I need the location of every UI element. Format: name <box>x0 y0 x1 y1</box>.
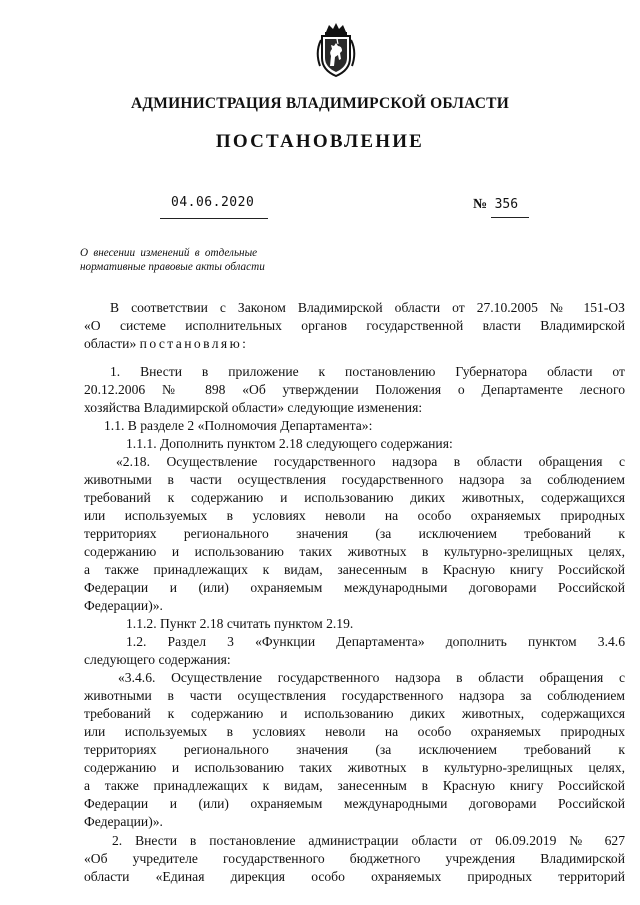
text-line: Федерации)». <box>84 814 163 829</box>
text-line: Федерации и (или) охраняемым международными договорами Российской <box>84 796 625 811</box>
text-line: животными в части осуществления государственного надзора за соблюдением <box>84 688 625 703</box>
document-date: 04.06.2020 <box>171 195 255 210</box>
document-number <box>473 197 518 213</box>
text-line: требований к содержанию и использованию диких животных, содержащихся <box>84 706 625 721</box>
text-line: Федерации)». <box>84 598 163 613</box>
text-line: «Об учредителе государственного бюджетного учреждения Владимирской <box>84 851 625 866</box>
text-line: или используемых в условиях неволи на особо охраняемых природных <box>84 724 625 739</box>
text-line: 1. Внести в приложение к постановлению Губернатора области от <box>110 364 625 379</box>
text-line: или используемых в условиях неволи на особо охраняемых природных <box>84 508 625 523</box>
text-line: 1.2. Раздел 3 «Функции Департамента» дополнить пунктом 3.4.6 <box>126 634 625 649</box>
number-value: 356 <box>494 197 519 212</box>
subject-line: нормативные правовые акты области <box>80 261 265 273</box>
subject-line: О внесении изменений в отдельные <box>80 247 258 259</box>
document-type-title: ПОСТАНОВЛЕНИЕ <box>215 131 425 152</box>
text-line: хозяйства Владимирской области» следующие изменения: <box>84 400 423 415</box>
text-line: «2.18. Осуществление государственного надзора в области обращения с <box>116 454 625 469</box>
text-line: области «Единая дирекция особо охраняемых природных территорий <box>84 869 625 884</box>
document-subject <box>80 246 320 274</box>
number-sign: № <box>473 197 488 212</box>
text-line: 20.12.2006 № 898 «Об утверждении Положения о Департаменте лесного <box>84 382 625 397</box>
text-line: «О системе исполнительных органов государственной власти Владимирской <box>84 318 625 333</box>
text-line: 1.1. В разделе 2 «Полномочия Департамента»: <box>104 418 373 433</box>
text-line: 1.1.1. Дополнить пунктом 2.18 следующего содержания: <box>126 436 453 451</box>
text-line: следующего содержания: <box>84 652 231 667</box>
coat-of-arms-emblem-icon <box>314 22 358 78</box>
text-line: а также принадлежащих к видам, занесенным в Красную книгу Российской <box>84 562 625 577</box>
text-line: В соответствии с Законом Владимирской области от 27.10.2005 № 151-ОЗ <box>110 300 625 315</box>
text-line: содержанию и использованию таких животных в культурно-зрелищных целях, <box>84 544 625 559</box>
text-line: требований к содержанию и использованию диких животных, содержащихся <box>84 490 625 505</box>
text-line: Федерации и (или) охраняемым международными договорами Российской <box>84 580 625 595</box>
text-line: 2. Внести в постановление администрации области от 06.09.2019 № 627 <box>112 833 625 848</box>
text-line: территориях регионального значения (за исключением требований к <box>84 742 625 757</box>
text-line: 1.1.2. Пункт 2.18 считать пунктом 2.19. <box>126 616 354 631</box>
text-line: территориях регионального значения (за исключением требований к <box>84 526 625 541</box>
text-line: «3.4.6. Осуществление государственного надзора в области обращения с <box>118 670 625 685</box>
text-line: а также принадлежащих к видам, занесенным в Красную книгу Российской <box>84 778 625 793</box>
organization-title: АДМИНИСТРАЦИЯ ВЛАДИМИРСКОЙ ОБЛАСТИ <box>131 95 509 112</box>
number-underline <box>491 217 529 218</box>
text-line: животными в части осуществления государственного надзора за соблюдением <box>84 472 625 487</box>
text-fragment: области» <box>84 336 140 351</box>
decree-word: постановляю: <box>139 336 249 351</box>
date-underline <box>160 218 268 219</box>
text-line: содержанию и использованию таких животных в культурно-зрелищных целях, <box>84 760 625 775</box>
text-line <box>84 336 625 351</box>
